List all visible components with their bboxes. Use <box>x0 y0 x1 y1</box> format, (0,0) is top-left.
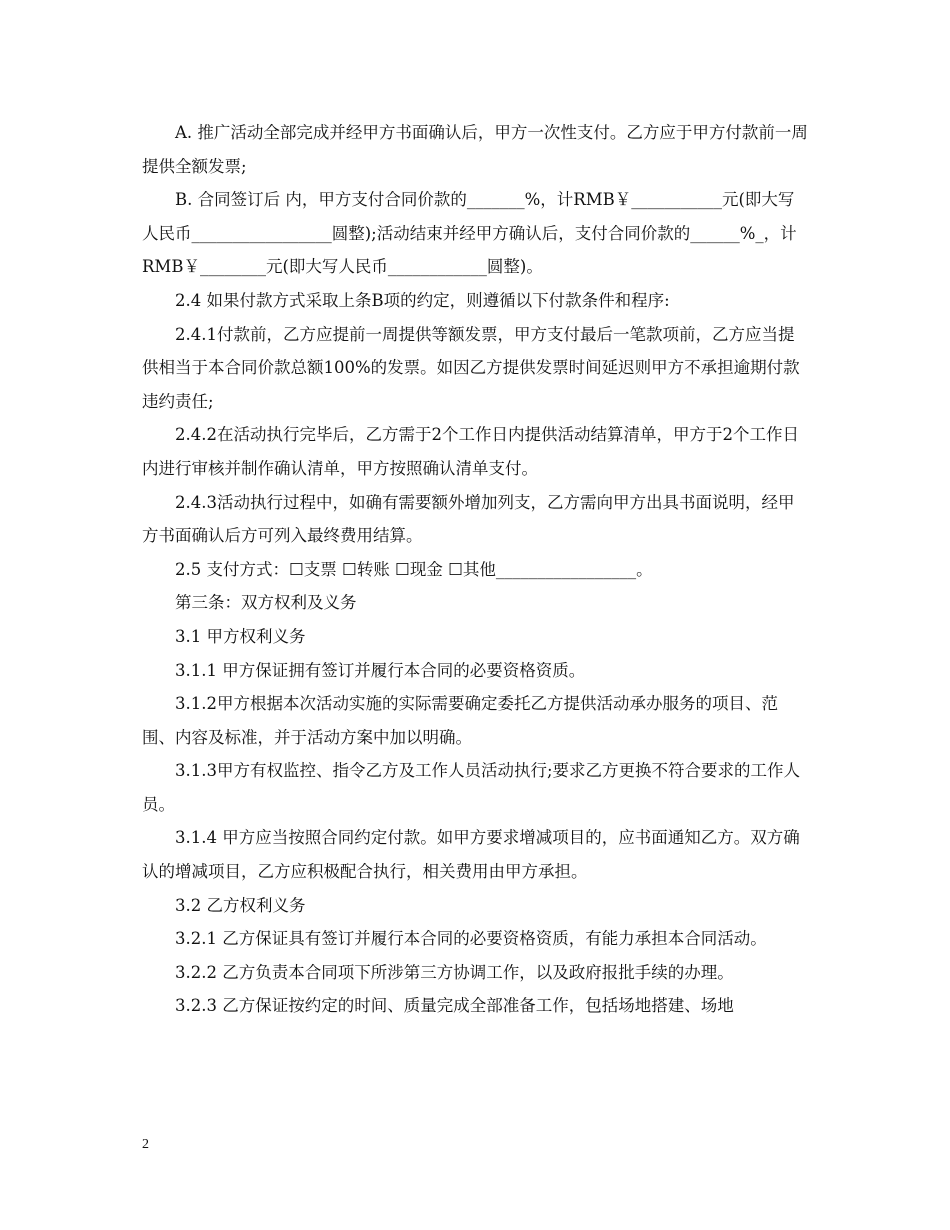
paragraph-a-payment: A. 推广活动全部完成并经甲方书面确认后，甲方一次性支付。乙方应于甲方付款前一周提供全额发票; <box>142 123 808 176</box>
clause-2-4-1: 2.4.1付款前，乙方应提前一周提供等额发票，甲方支付最后一笔款项前，乙方应当提供相当于本合同价款总额100%的发票。如因乙方提供发票时间延迟则甲方不承担逾期付款违约责任; <box>142 324 800 411</box>
clause-3-1-1: 3.1.1 甲方保证拥有签订并履行本合同的必要资格资质。 <box>175 660 586 680</box>
page-number: 2 <box>142 1137 149 1152</box>
clause-3-1-2: 3.1.2甲方根据本次活动实施的实际需要确定委托乙方提供活动承办服务的项目、范围、内容及标准，并于活动方案中加以明确。 <box>142 694 778 747</box>
clause-2-4: 2.4 如果付款方式采取上条B项的约定，则遵循以下付款条件和程序: <box>175 290 670 310</box>
clause-2-5-payment-method: 2.5 支付方式：☐支票 ☐转账 ☐现金 ☐其他_________________。 <box>175 559 653 579</box>
clause-2-4-3: 2.4.3活动执行过程中，如确有需要额外增加列支，乙方需向甲方出具书面说明，经甲方书面确认后方可列入最终费用结算。 <box>142 492 795 546</box>
clause-3-2: 3.2 乙方权利义务 <box>175 895 306 915</box>
clause-3-1-3: 3.1.3甲方有权监控、指令乙方及工作人员活动执行;要求乙方更换不符合要求的工作人员。 <box>142 761 801 814</box>
article-3-heading: 第三条：双方权利及义务 <box>175 593 357 613</box>
clause-3-1-4: 3.1.4 甲方应当按照合同约定付款。如甲方要求增减项目的，应书面通知乙方。双方确认的增减项目，乙方应积极配合执行，相关费用由甲方承担。 <box>142 828 800 882</box>
document-body <box>142 116 810 1023</box>
clause-2-4-2: 2.4.2在活动执行完毕后，乙方需于2个工作日内提供活动结算清单，甲方于2个工作日内进行审核并制作确认清单，甲方按照确认清单支付。 <box>142 425 799 478</box>
clause-3-2-3: 3.2.3 乙方保证按约定的时间、质量完成全部准备工作，包括场地搭建、场地 <box>175 996 734 1016</box>
paragraph-b-payment: B. 合同签订后 内，甲方支付合同价款的_______%，计RMB￥___________元(即大写人民币_________________圆整);活动结束并经甲方确认后，支付合同价款的______%_，计RMB￥________元(即大写人民币____________圆整)。 <box>142 190 797 277</box>
clause-3-1: 3.1 甲方权利义务 <box>175 626 306 646</box>
clause-3-2-1: 3.2.1 乙方保证具有签订并履行本合同的必要资格资质，有能力承担本合同活动。 <box>175 929 767 949</box>
clause-3-2-2: 3.2.2 乙方负责本合同项下所涉第三方协调工作，以及政府报批手续的办理。 <box>175 962 734 982</box>
